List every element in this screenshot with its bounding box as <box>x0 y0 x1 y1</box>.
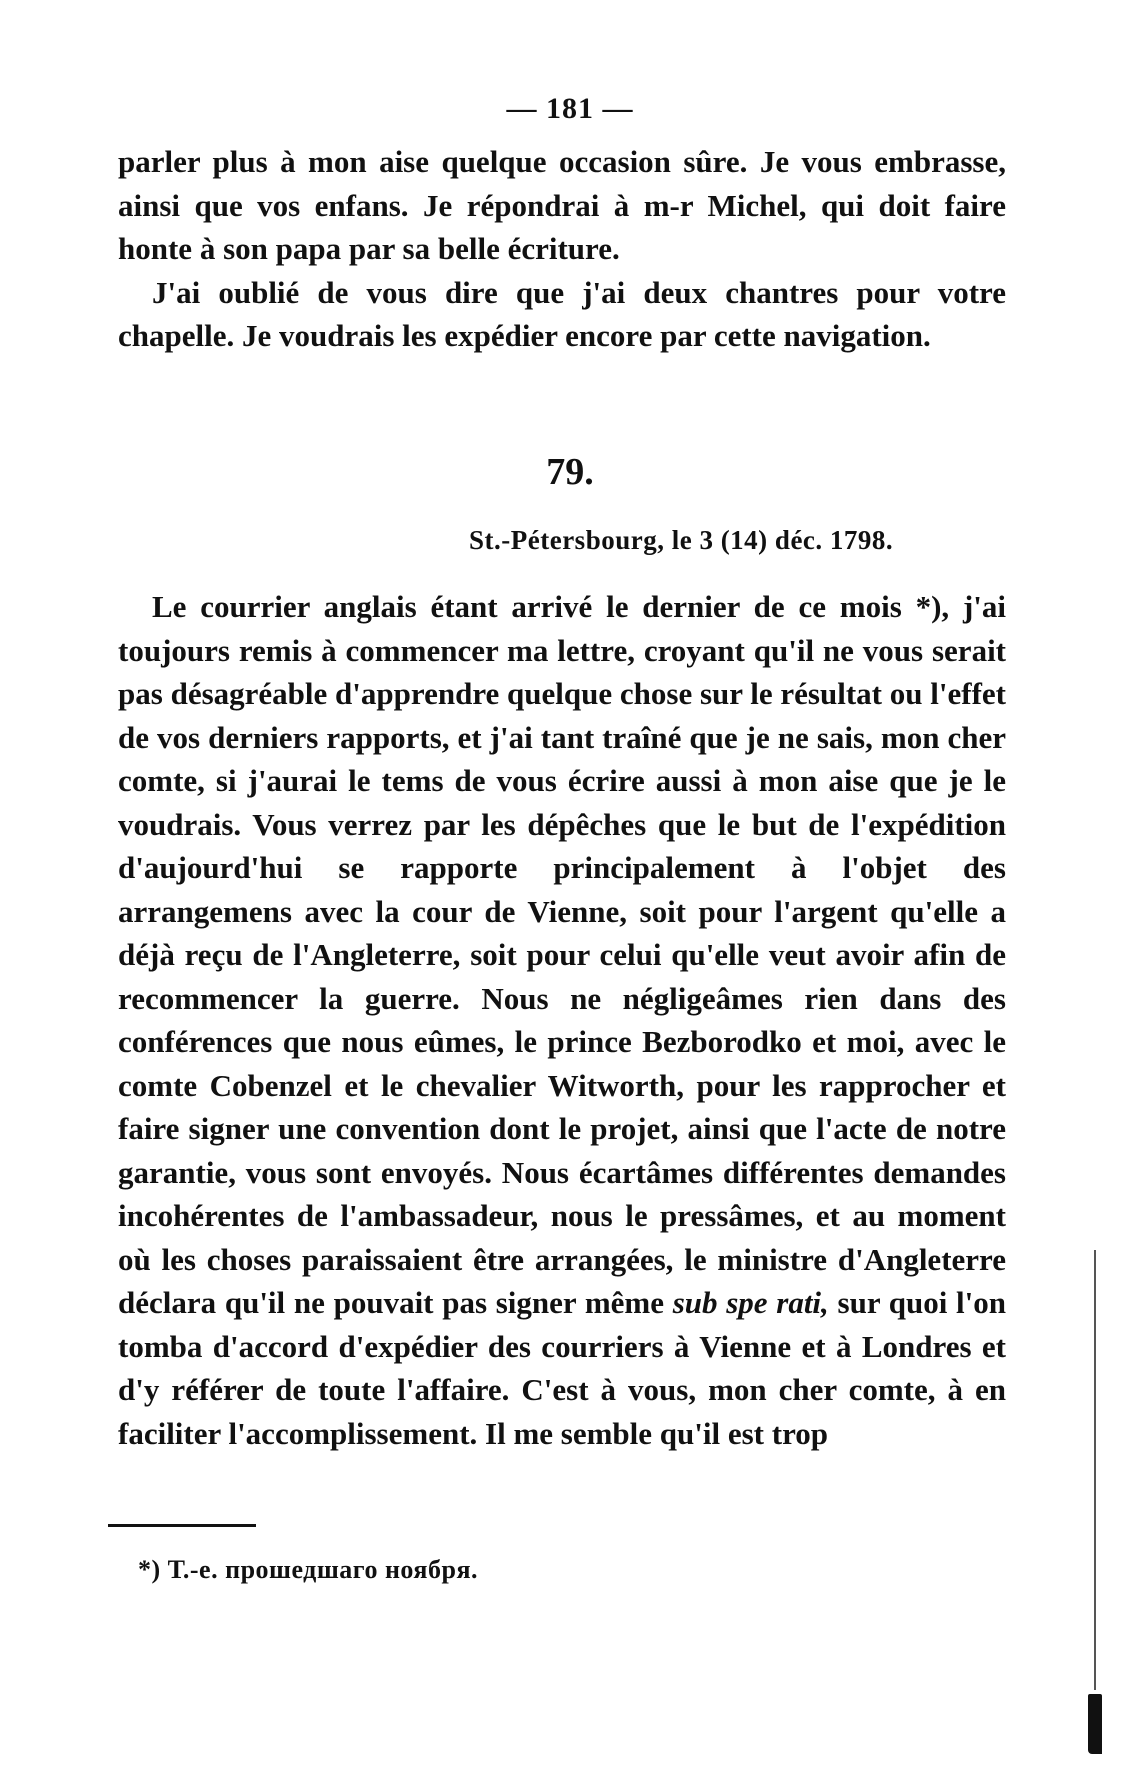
paragraph <box>118 585 1006 1455</box>
letter-number: 79. <box>546 451 594 493</box>
paragraph: J'ai oublié de vous dire que j'ai deux chantres pour votre chapelle. Je voudrais les expédier encore par cette navigation. <box>118 274 1006 353</box>
scan-edge-mark <box>1088 1694 1102 1754</box>
letter-body <box>118 585 1006 1455</box>
latin-phrase: sub spe rati, <box>672 1285 829 1320</box>
footnote: *) Т.-е. прошедшаго ноября. <box>138 1555 479 1584</box>
scan-edge-line <box>1094 1250 1096 1690</box>
page-number: — 181 — <box>506 92 634 125</box>
body-text: Le courrier anglais étant arrivé le dernier de ce mois *), j'ai toujours remis à commencer ma lettre, croyant qu'il ne vous serait pas désagréable d'apprendre quelque chose sur le résultat ou l'effet de vos derniers rapports, et j'ai tant traîné que je ne sais, mon cher comte, si j'aurai le tems de vous écrire aussi à mon aise que je le voudrais. Vous verrez par les dépêches que le but de l'expédition d'aujourd'hui se rapporte principalement à l'objet des arrangemens avec la cour de Vienne, soit pour l'argent qu'elle a déjà reçu de l'Angleterre, soit pour celui qu'elle veut avoir afin de recommencer la guerre. Nous ne négligeâmes rien dans des conférences que nous eûmes, le prince Bezborodko et moi, avec le comte Cobenzel et le chevalier Witworth, pour les rapprocher et faire signer une convention dont le projet, ainsi que l'acte de notre garantie, vous sont envoyés. Nous écartâmes différentes demandes incohérentes de l'ambassadeur, nous le pressâmes, et au moment où les choses paraissaient être arrangées, le ministre d'Angleterre déclara qu'il ne pouvait pas signer même <box>118 589 1006 1320</box>
continued-letter-text <box>118 140 1006 358</box>
letter-dateline: St.-Pétersbourg, le 3 (14) déc. 1798. <box>469 525 894 555</box>
footnote-divider <box>108 1524 256 1527</box>
body-text: sur quoi l'on tomba d'accord d'expédier des courriers à Vienne et à Londres et d'y référer de toute l'affaire. C'est à vous, mon cher comte, à en faciliter l'accomplissement. Il me semble qu'il est trop <box>118 1285 1007 1451</box>
paragraph: parler plus à mon aise quelque occasion sûre. Je vous embrasse, ainsi que vos enfans. Je répondrai à m-r Michel, qui doit faire honte à son papa par sa belle écriture. <box>118 144 1006 266</box>
